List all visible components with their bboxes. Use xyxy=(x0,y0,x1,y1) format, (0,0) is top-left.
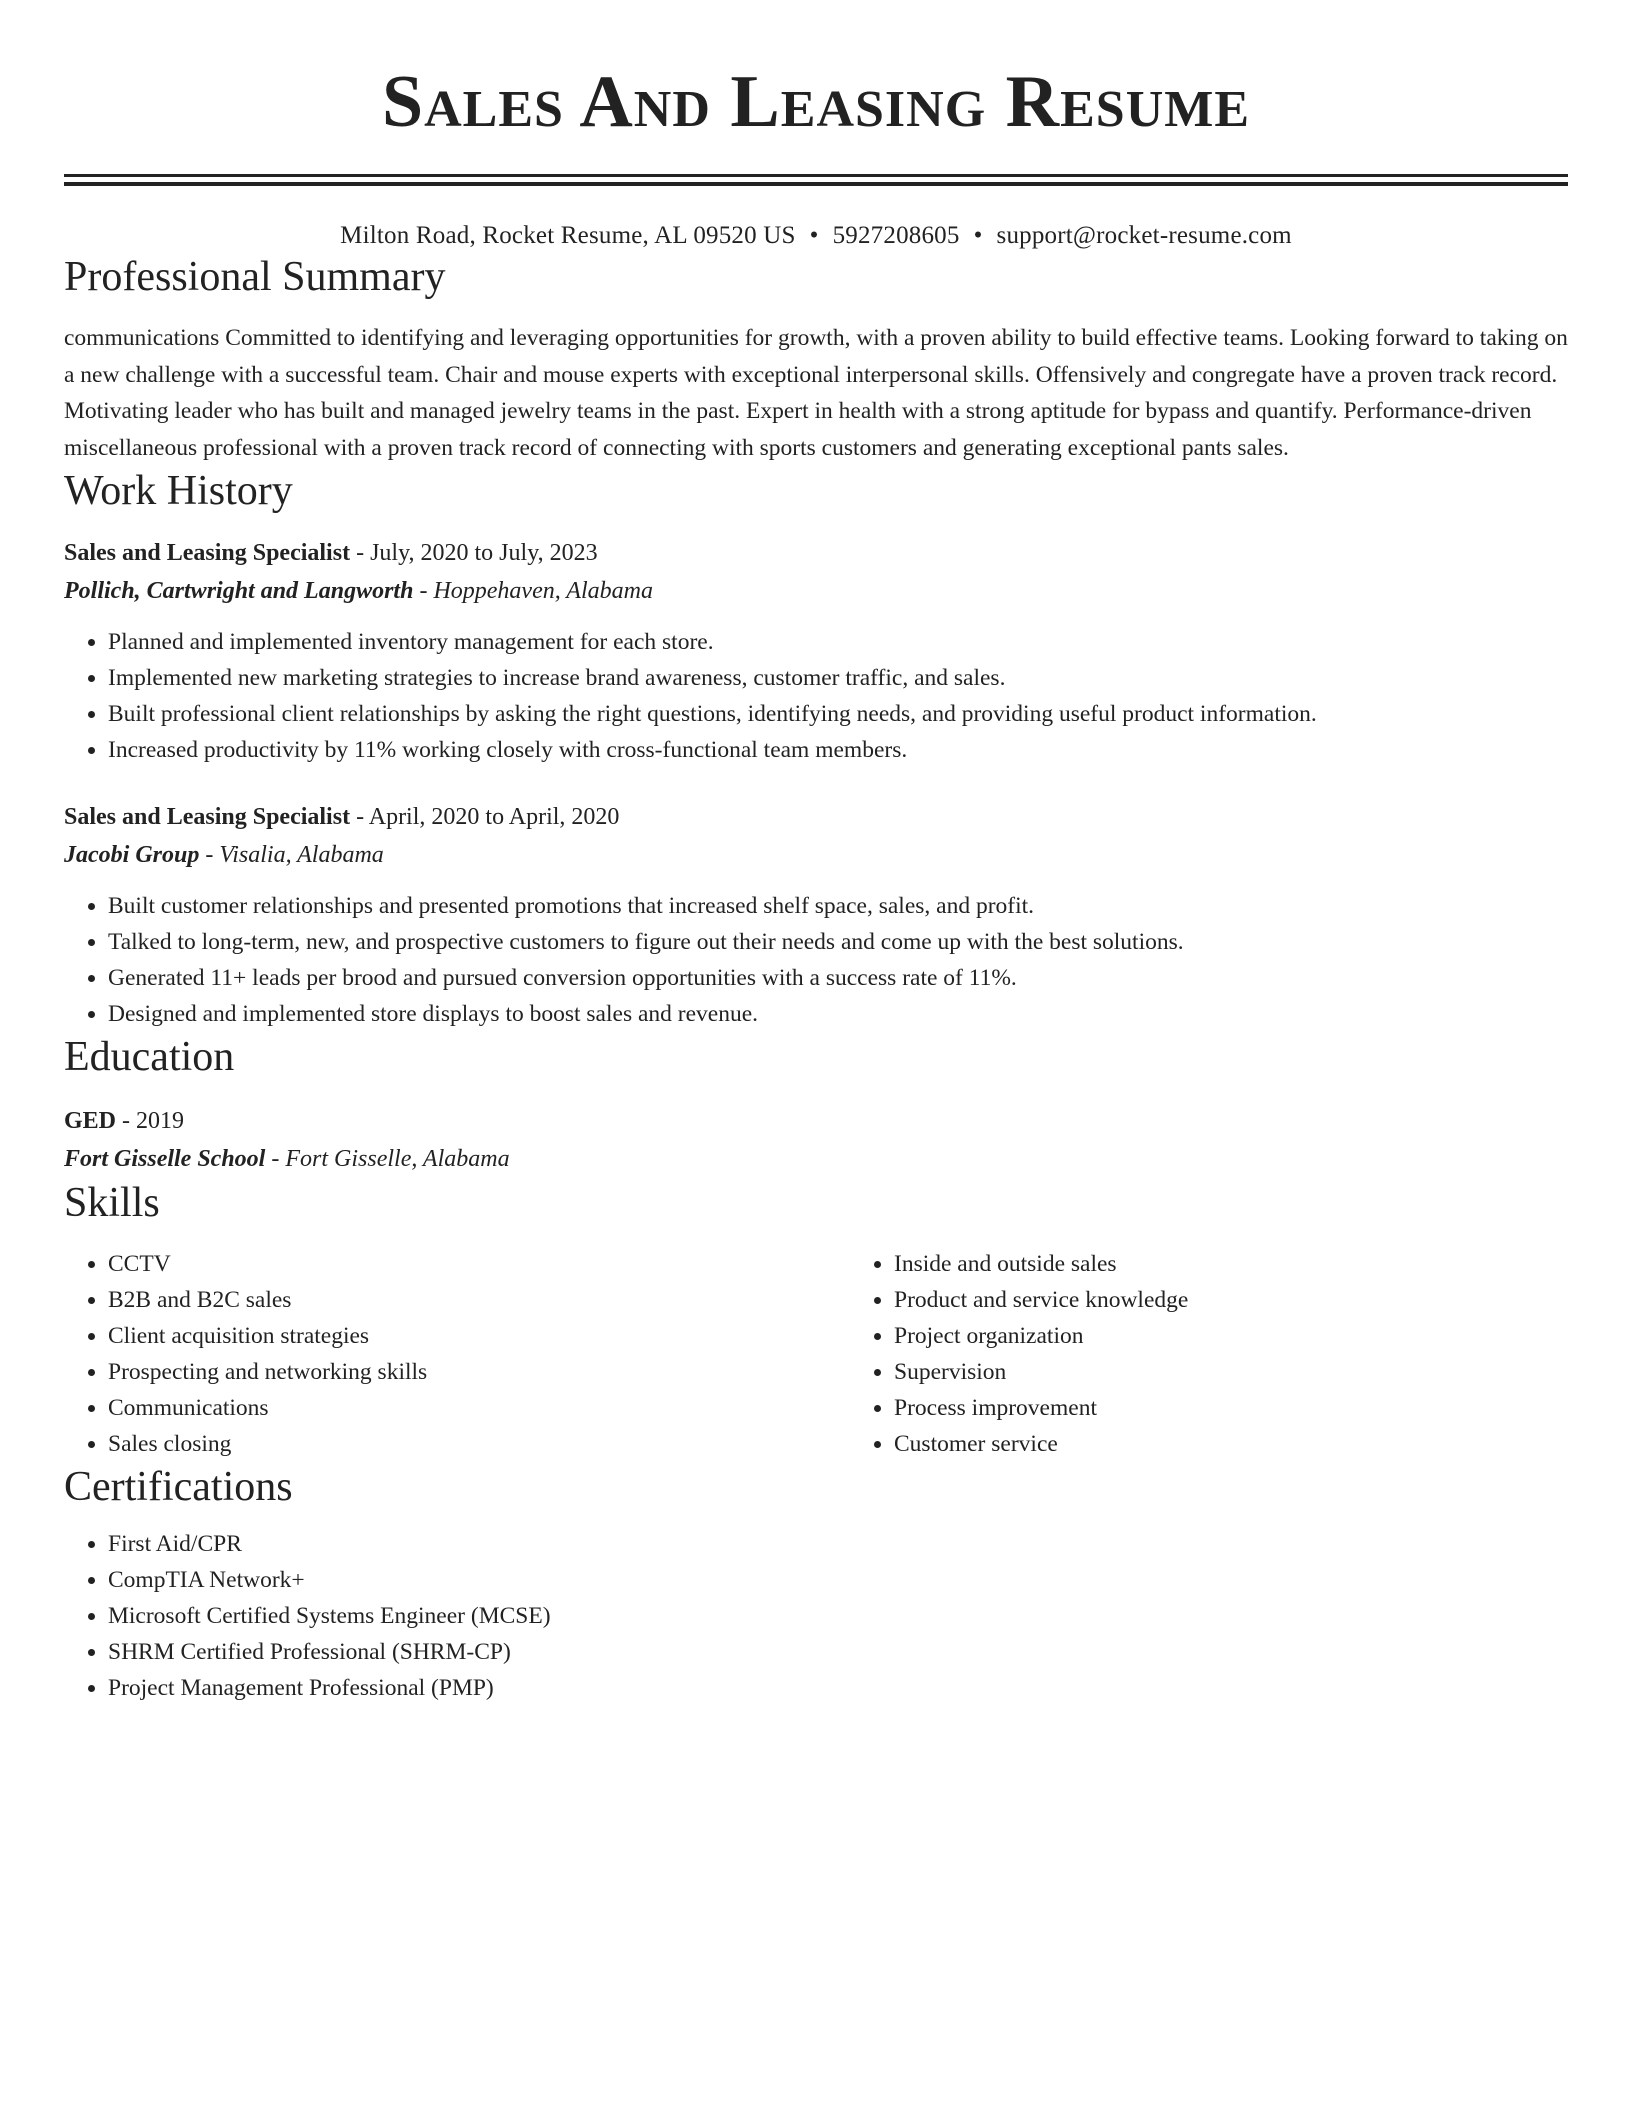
list-item: • Project organization xyxy=(894,1318,1568,1354)
skills-left-list xyxy=(64,1246,850,1462)
resume-title: Sales And Leasing Resume xyxy=(381,61,1251,143)
contact-line xyxy=(64,220,1568,252)
list-item: • Sales closing xyxy=(108,1426,850,1462)
list-item: • Project Management Professional (PMP) xyxy=(108,1670,1568,1706)
list-item: • Customer service xyxy=(894,1426,1568,1462)
school-line: Fort Gisselle School - Fort Gisselle, Alabama xyxy=(64,1146,510,1172)
list-item: • SHRM Certified Professional (SHRM-CP) xyxy=(108,1634,1568,1670)
list-item: • Designed and implemented store displays to boost sales and revenue. xyxy=(108,996,1568,1032)
list-item: • Generated 11+ leads per brood and pursued conversion opportunities with a success rate of 11%. xyxy=(108,960,1568,996)
list-item: • First Aid/CPR xyxy=(108,1526,1568,1562)
list-item: • Communications xyxy=(108,1390,850,1426)
job-bullets xyxy=(64,624,1568,768)
list-item: • Inside and outside sales xyxy=(894,1246,1568,1282)
job-dates: April, 2020 to April, 2020 xyxy=(368,804,620,830)
list-item: • Supervision xyxy=(894,1354,1568,1390)
list-item: • Implemented new marketing strategies to increase brand awareness, customer traffic, and sales. xyxy=(108,660,1568,696)
list-item: • CompTIA Network+ xyxy=(108,1562,1568,1598)
job-bullets xyxy=(64,888,1568,1032)
list-item: • Built customer relationships and presented promotions that increased shelf space, sales, and profit. xyxy=(108,888,1568,924)
list-item: • Client acquisition strategies xyxy=(108,1318,850,1354)
job-title-line: Sales and Leasing Specialist - April, 2020 to April, 2020 xyxy=(64,804,620,830)
school-name: Fort Gisselle School xyxy=(64,1146,266,1172)
list-item: • Microsoft Certified Systems Engineer (MCSE) xyxy=(108,1598,1568,1634)
work-history-heading: Work History xyxy=(64,468,293,514)
bullet-separator: • xyxy=(973,222,983,249)
job-dates: July, 2020 to July, 2023 xyxy=(370,540,598,566)
job-title-line: Sales and Leasing Specialist - July, 2020 to July, 2023 xyxy=(64,540,598,566)
list-item: • Talked to long-term, new, and prospective customers to figure out their needs and come up with the best solutions. xyxy=(108,924,1568,960)
skills-right-list xyxy=(850,1246,1568,1462)
title-divider-top xyxy=(64,174,1568,177)
certifications-heading: Certifications xyxy=(64,1464,293,1510)
list-item: • Planned and implemented inventory management for each store. xyxy=(108,624,1568,660)
contact-phone: 5927208605 xyxy=(832,222,960,249)
certifications-list xyxy=(64,1526,1568,1706)
education-heading: Education xyxy=(64,1034,235,1080)
summary-heading: Professional Summary xyxy=(64,254,446,300)
degree: GED xyxy=(64,1108,117,1134)
job-entry xyxy=(64,534,1568,768)
list-item: • Built professional client relationships by asking the right questions, identifying needs, and providing useful product information. xyxy=(108,696,1568,732)
contact-email: support@rocket-resume.com xyxy=(996,222,1292,249)
graduation-year: 2019 xyxy=(136,1108,185,1134)
list-item: • CCTV xyxy=(108,1246,850,1282)
skills-columns xyxy=(64,1246,1568,1462)
company-line: Pollich, Cartwright and Langworth - Hoppehaven, Alabama xyxy=(64,578,653,604)
degree-line: GED - 2019 xyxy=(64,1108,185,1134)
job-title: Sales and Leasing Specialist xyxy=(64,804,351,830)
contact-address: Milton Road, Rocket Resume, AL 09520 US xyxy=(340,222,796,249)
job-title: Sales and Leasing Specialist xyxy=(64,540,351,566)
list-item: • Product and service knowledge xyxy=(894,1282,1568,1318)
education-entry xyxy=(64,1102,1568,1178)
job-entry xyxy=(64,798,1568,1032)
list-item: • Process improvement xyxy=(894,1390,1568,1426)
school-location: Fort Gisselle, Alabama xyxy=(285,1146,510,1172)
summary-text: communications Committed to identifying and leveraging opportunities for growth, with a proven ability to build effective teams. Looking forward to taking on a new challenge with a successful team. Chair and mouse experts with exceptional interpersonal skills. Offensively and congregate have a proven track record. Motivating leader who has built and managed jewelry teams in the past. Expert in health with a strong aptitude for bypass and quantify. Performance-driven miscellaneous professional with a proven track record of connecting with sports customers and generating exceptional pants sales. xyxy=(64,325,1568,461)
list-item: • Prospecting and networking skills xyxy=(108,1354,850,1390)
company-location: Hoppehaven, Alabama xyxy=(433,578,653,604)
bullet-separator: • xyxy=(809,222,819,249)
title-divider-bottom xyxy=(64,182,1568,186)
company-line: Jacobi Group - Visalia, Alabama xyxy=(64,842,384,868)
list-item: • B2B and B2C sales xyxy=(108,1282,850,1318)
company-name: Jacobi Group xyxy=(64,842,200,868)
company-location: Visalia, Alabama xyxy=(219,842,384,868)
list-item: • Increased productivity by 11% working closely with cross-functional team members. xyxy=(108,732,1568,768)
company-name: Pollich, Cartwright and Langworth xyxy=(64,578,414,604)
skills-heading: Skills xyxy=(64,1180,160,1226)
